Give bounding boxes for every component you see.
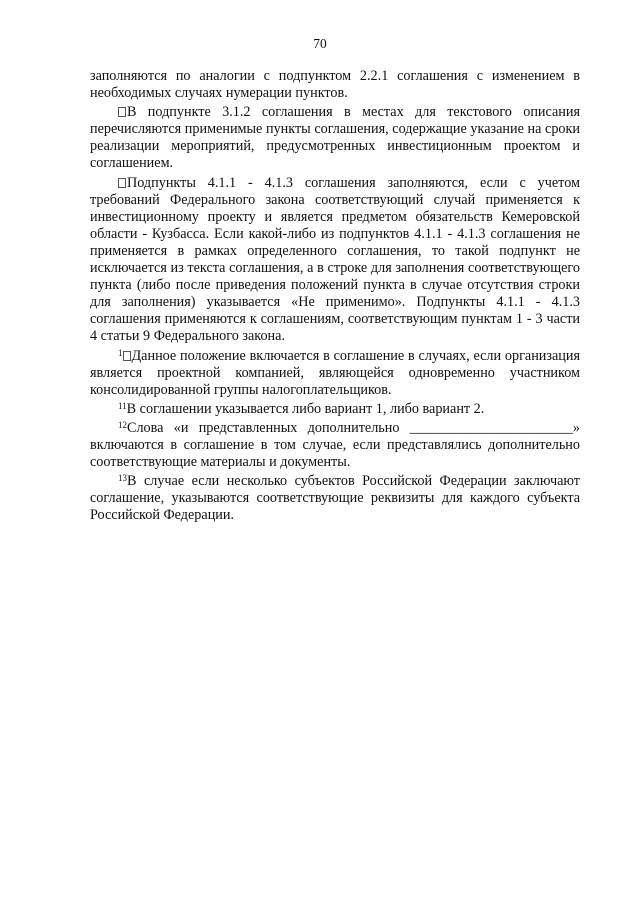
paragraph-text: В подпункте 3.1.2 соглашения в местах для текстового описания перечисляются применимые пункты соглашения, содержащие указание на сроки реализации мероприятий, предусмотренных инвестиционным проектом и соглашением. (90, 104, 580, 172)
paragraph-subpoints-4-1 (90, 175, 580, 346)
paragraph-text: В случае если несколько субъектов Российской Федерации заключают соглашение, указываются соответствующие реквизиты для каждого субъекта Российской Федерации. (90, 473, 580, 524)
paragraph-text: Данное положение включается в соглашение в случаях, если организация является проектной компанией, являющейся одновременно участником консолидированной группы налогоплательщиков. (90, 347, 580, 398)
paragraph-continuation (90, 68, 580, 102)
footnote-12 (90, 420, 580, 471)
missing-glyph-box-icon (118, 178, 126, 188)
paragraph-text: В соглашении указывается либо вариант 1, либо вариант 2. (126, 400, 485, 417)
footnote-13 (90, 473, 580, 524)
page-number: 70 (313, 36, 327, 51)
paragraph-subpoint-3-1-2 (90, 104, 580, 172)
paragraph-text: Подпункты 4.1.1 - 4.1.3 соглашения заполняются, если с учетом требований Федерального закона соответствующий случай применяется к инвестиционному проекту и является предметом обязательств Кемеровской области - Кузбасса. Если какой-либо из подпунктов 4.1.1 - 4.1.3 соглашения не применяется в рамках определенного соглашения, то такой подпункт не исключается из текста соглашения, а в строке для заполнения соответствующего пункта (либо после приведения положений пункта в случае отсутствия строки для заполнения) указывается «Не применимо». Подпункты 4.1.1 - 4.1.3 соглашения применяются к соглашениям, соответствующим пунктам 1 - 3 части 4 статьи 9 Федерального закона. (90, 174, 580, 345)
footnote-marker: 11 (118, 400, 127, 411)
footnote-11 (90, 401, 580, 418)
footnote-marker: 12 (118, 419, 127, 430)
paragraph-text: Слова «и представленных дополнительно _______________________» включаются в соглашение в том случае, если представлялись дополнительно соответствующие материалы и документы. (90, 419, 580, 471)
footnote-marker: 13 (118, 473, 127, 484)
paragraph-text: заполняются по аналогии с подпунктом 2.2.1 соглашения с изменением в необходимых случаях нумерации пунктов. (90, 68, 580, 102)
footnote-consolidated-group (90, 348, 580, 399)
missing-glyph-box-icon (123, 351, 131, 361)
document-body (90, 68, 580, 526)
missing-glyph-box-icon (118, 107, 126, 117)
footnote-marker: 1 (118, 347, 123, 358)
